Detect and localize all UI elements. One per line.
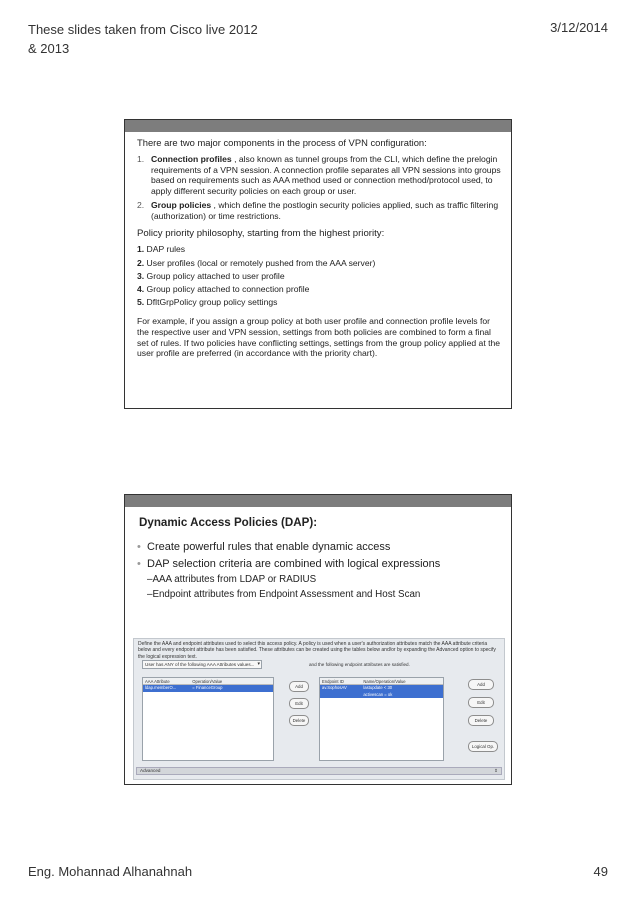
endpoint-label: and the following endpoint attributes are satisfied.	[309, 662, 410, 667]
table-header	[143, 678, 273, 685]
component-item	[137, 154, 501, 197]
screenshot-description: Define the AAA and endpoint attributes used to select this access policy. A policy is used when a user's authorization attributes match the AAA attribute criteria below and every endpoint attribute has been satisfied. These attributes can be created using the tables below and/or by expanding the Advanced option to specify the logical expression text.	[138, 641, 496, 660]
aaa-attribute-table	[142, 677, 274, 761]
dap-screenshot	[133, 638, 505, 780]
endpoint-delete-button[interactable]: Delete	[468, 715, 494, 726]
priority-number: 3.	[137, 270, 145, 281]
slide-intro: There are two major components in the process of VPN configuration:	[137, 137, 427, 148]
bullet-dot-icon: •	[137, 541, 141, 553]
column-header: Endpoint ID	[322, 679, 344, 684]
page-number: 49	[593, 864, 608, 879]
component-text: , also known as tunnel groups from the CLI, which define the prelogin requirements of a VPN session. A connection profile separates all VPN sessions into groups based on requirements such as AAA method used or connection method/protocol used, to apply different security policies on each group or user.	[151, 153, 501, 197]
priority-number: 2.	[137, 257, 145, 268]
policy-priority-title: Policy priority philosophy, starting from the highest priority:	[137, 227, 385, 239]
sub-bullet: –AAA attributes from LDAP or RADIUS	[147, 574, 317, 585]
priority-text: User profiles (local or remotely pushed from the AAA server)	[144, 257, 376, 268]
slide-title: Dynamic Access Policies (DAP):	[139, 516, 318, 529]
advanced-label: Advanced	[140, 768, 161, 773]
endpoint-edit-button[interactable]: Edit	[468, 697, 494, 708]
slide-vpn-components	[124, 119, 512, 409]
slide-title-bar	[125, 495, 511, 507]
table-cell: av.SophosAV	[322, 685, 347, 690]
bullet-item	[137, 558, 511, 572]
priority-item	[137, 284, 501, 295]
aaa-match-select[interactable]	[142, 660, 262, 669]
priority-text: Group policy attached to user profile	[144, 270, 285, 281]
priority-number: 4.	[137, 283, 145, 294]
table-cell: = FinanceGroup	[192, 685, 223, 690]
column-header: Name/Operation/Value	[363, 679, 406, 684]
component-title: Connection profiles	[151, 153, 232, 164]
component-number: 2.	[137, 199, 145, 210]
bullet-dot-icon: •	[137, 557, 141, 570]
aaa-edit-button[interactable]: Edit	[289, 698, 309, 709]
table-cell: ldap.memberO...	[145, 685, 177, 690]
priority-text: DfltGrpPolicy group policy settings	[144, 297, 278, 308]
component-title: Group policies	[151, 199, 212, 210]
chevron-down-icon: ⇕	[494, 768, 498, 773]
slide-dap	[124, 494, 512, 785]
example-paragraph: For example, if you assign a group policy at both user profile and connection profile levels for the respective user and VPN session, settings from both policies are combined to form a final set of rules. If two policies have conflicting settings, settings from the group policy applied at the user profile are preferred (in accordance with the priority chart).	[137, 315, 501, 359]
logical-op-button[interactable]: Logical Op.	[468, 741, 498, 752]
aaa-delete-button[interactable]: Delete	[289, 715, 309, 726]
table-row[interactable]	[320, 692, 443, 699]
table-cell	[320, 692, 361, 699]
aaa-match-select-value: User has ANY of the following AAA Attributes values...	[145, 662, 255, 667]
priority-text: Group policy attached to connection profile	[144, 283, 310, 294]
component-text: , which define the postlogin security policies applied, such as traffic filtering (authorization) or time restrictions.	[151, 199, 499, 221]
priority-item	[137, 297, 501, 308]
table-row[interactable]	[143, 685, 273, 692]
priority-number: 1.	[137, 244, 145, 255]
endpoint-add-button[interactable]: Add	[468, 679, 494, 690]
page-footer-author: Eng. Mohannad Alhanahnah	[28, 864, 193, 879]
chevron-down-icon: ▾	[257, 661, 260, 667]
sub-bullet: –Endpoint attributes from Endpoint Assessment and Host Scan	[147, 589, 421, 600]
priority-item	[137, 271, 501, 282]
page-header-left: These slides taken from Cisco live 2012 & 2013	[28, 22, 258, 56]
advanced-expander[interactable]	[136, 767, 502, 775]
column-header: Operation/Value	[192, 679, 223, 684]
aaa-add-button[interactable]: Add	[289, 681, 309, 692]
bullet-item	[137, 541, 511, 555]
slide-title-bar	[125, 120, 511, 132]
column-header: AAA Attribute	[145, 679, 170, 684]
table-cell: activescan = ok	[363, 691, 393, 697]
priority-text: DAP rules	[144, 244, 186, 255]
bullet-text: DAP selection criteria are combined with logical expressions	[147, 557, 441, 570]
component-number: 1.	[137, 153, 145, 164]
endpoint-attribute-table	[319, 677, 444, 761]
bullet-text: Create powerful rules that enable dynamic access	[147, 541, 391, 553]
priority-item	[137, 258, 501, 269]
table-cell: lastupdate < 30	[363, 685, 393, 690]
page-header-date: 3/12/2014	[550, 20, 608, 35]
table-header	[320, 678, 443, 685]
component-item	[137, 200, 501, 222]
priority-number: 5.	[137, 297, 145, 308]
priority-item	[137, 244, 501, 255]
